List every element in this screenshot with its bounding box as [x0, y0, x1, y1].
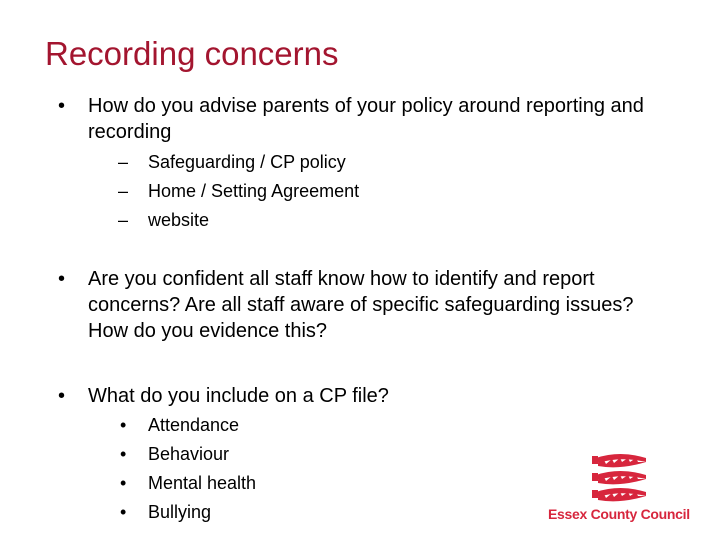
dash-mark: – — [118, 181, 129, 201]
bullet-text: Are you confident all staff know how to identify and report concerns? Are all staff aware of specific safeguarding issues? How do you evidence this? — [88, 268, 634, 342]
dash-mark: – — [118, 152, 129, 172]
logo-wordmark: Essex County Council — [548, 506, 690, 522]
bullet-mark: • — [58, 268, 66, 290]
slide-title: Recording concerns — [45, 35, 339, 72]
essex-seaxes-icon — [590, 448, 652, 504]
sub-item-text: Mental health — [148, 473, 257, 493]
sub-item-text: website — [148, 210, 210, 230]
bullet-mark: • — [120, 473, 127, 493]
sub-item-text: Safeguarding / CP policy — [148, 152, 346, 172]
dash-mark: – — [118, 210, 129, 230]
bullet-text: What do you include on a CP file? — [88, 385, 389, 407]
bullet-mark: • — [120, 444, 127, 464]
essex-county-council-logo — [548, 448, 698, 526]
bullet-mark: • — [120, 502, 127, 522]
sub-item-text: Home / Setting Agreement — [148, 181, 360, 201]
sub-item-text: Bullying — [148, 502, 212, 522]
bullet-mark: • — [120, 415, 127, 435]
sub-item-text: Attendance — [148, 415, 240, 435]
sub-item-text: Behaviour — [148, 444, 230, 464]
bullet-mark: • — [58, 385, 66, 407]
bullet-mark: • — [58, 95, 66, 117]
bullet-text: How do you advise parents of your policy around reporting and recording — [88, 95, 644, 143]
